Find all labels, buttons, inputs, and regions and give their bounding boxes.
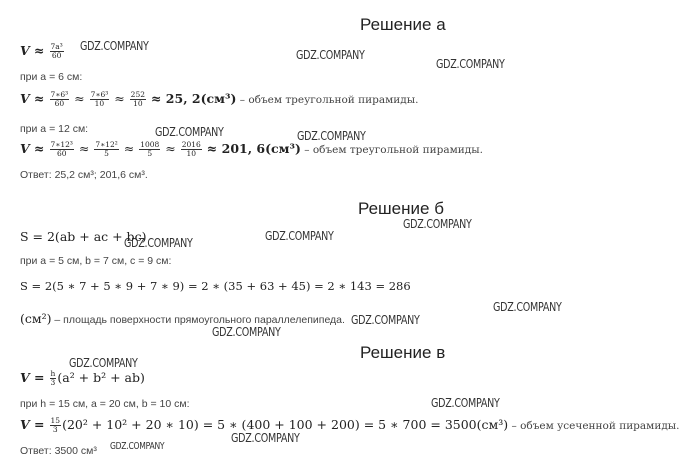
calc-line-a1: V ≈ $\frac{\text{7∗6³}}{60}$ ≈ $\frac{\text{7∗6³}}{10}$ ≈ $\frac{252}{10}$ ≈ 25, 2(см³) – объем треугольной пирамиды. bbox=[20, 90, 419, 108]
watermark: GDZ.COMPANY bbox=[155, 124, 224, 139]
watermark: GDZ.COMPANY bbox=[296, 47, 365, 62]
watermark: GDZ.COMPANY bbox=[265, 228, 334, 243]
watermark: GDZ.COMPANY bbox=[351, 312, 420, 327]
watermark: GDZ.COMPANY bbox=[69, 355, 138, 370]
formula-volume-a bbox=[20, 43, 65, 60]
condition-a1: при a = 6 см: bbox=[20, 71, 83, 83]
heading-solution-b: Решение б bbox=[358, 199, 444, 218]
watermark: GDZ.COMPANY bbox=[80, 38, 149, 53]
formula-lhs: V ≈ bbox=[20, 43, 45, 58]
heading-solution-c: Решение в bbox=[360, 343, 446, 362]
calc-line-b: S = 2(5 ∗ 7 + 5 ∗ 9 + 7 ∗ 9) = 2 ∗ (35 + 63 + 45) = 2 ∗ 143 = 286 bbox=[20, 279, 411, 293]
calc-line-a2: V ≈ $\frac{\text{7∗12³}}{60}$ ≈ $\frac{\text{7∗12²}}{5}$ ≈ $\frac{1008}{5}$ ≈ $\frac{2016}{10}$ ≈ 201, 6(см³) – объем треугольной пирамиды. bbox=[20, 140, 483, 158]
note-line-b bbox=[20, 310, 345, 328]
note-b: – площадь поверхности прямоугольного параллелепипеда. bbox=[51, 314, 345, 326]
watermark: GDZ.COMPANY bbox=[212, 324, 281, 339]
unit-b: (см²) bbox=[20, 311, 52, 326]
watermark: GDZ.COMPANY bbox=[436, 56, 505, 71]
watermark: GDZ.COMPANY bbox=[124, 235, 193, 250]
heading-solution-a: Решение а bbox=[360, 15, 446, 34]
fraction: $\frac{\text{7a³}}{60}$ bbox=[50, 42, 63, 60]
watermark: GDZ.COMPANY bbox=[431, 395, 500, 410]
formula-volume-c: V = $\frac{h}{3}$ (a² + b² + ab) bbox=[20, 369, 145, 387]
calc-line-c: V = $\frac{15}{3}$ (20² + 10² + 20 ∗ 10) = 5 ∗ (400 + 100 + 200) = 5 ∗ 700 = 3500(см³) – объем усеченной пирамиды. bbox=[20, 416, 680, 434]
answer-a: Ответ: 25,2 см³; 201,6 см³. bbox=[20, 169, 148, 181]
condition-b: при a = 5 см, b = 7 см, c = 9 см: bbox=[20, 255, 172, 267]
watermark: GDZ.COMPANY bbox=[403, 216, 472, 231]
watermark: GDZ.COMPANY bbox=[297, 128, 366, 143]
watermark: GDZ.COMPANY bbox=[110, 441, 165, 452]
condition-c: при h = 15 см, a = 20 см, b = 10 см: bbox=[20, 398, 190, 410]
watermark: GDZ.COMPANY bbox=[231, 430, 300, 445]
answer-c: Ответ: 3500 см³ bbox=[20, 445, 97, 457]
watermark: GDZ.COMPANY bbox=[493, 299, 562, 314]
condition-a2: при a = 12 см: bbox=[20, 123, 89, 135]
formula-surface-b: S = 2(ab + ac + bc) bbox=[20, 229, 147, 244]
